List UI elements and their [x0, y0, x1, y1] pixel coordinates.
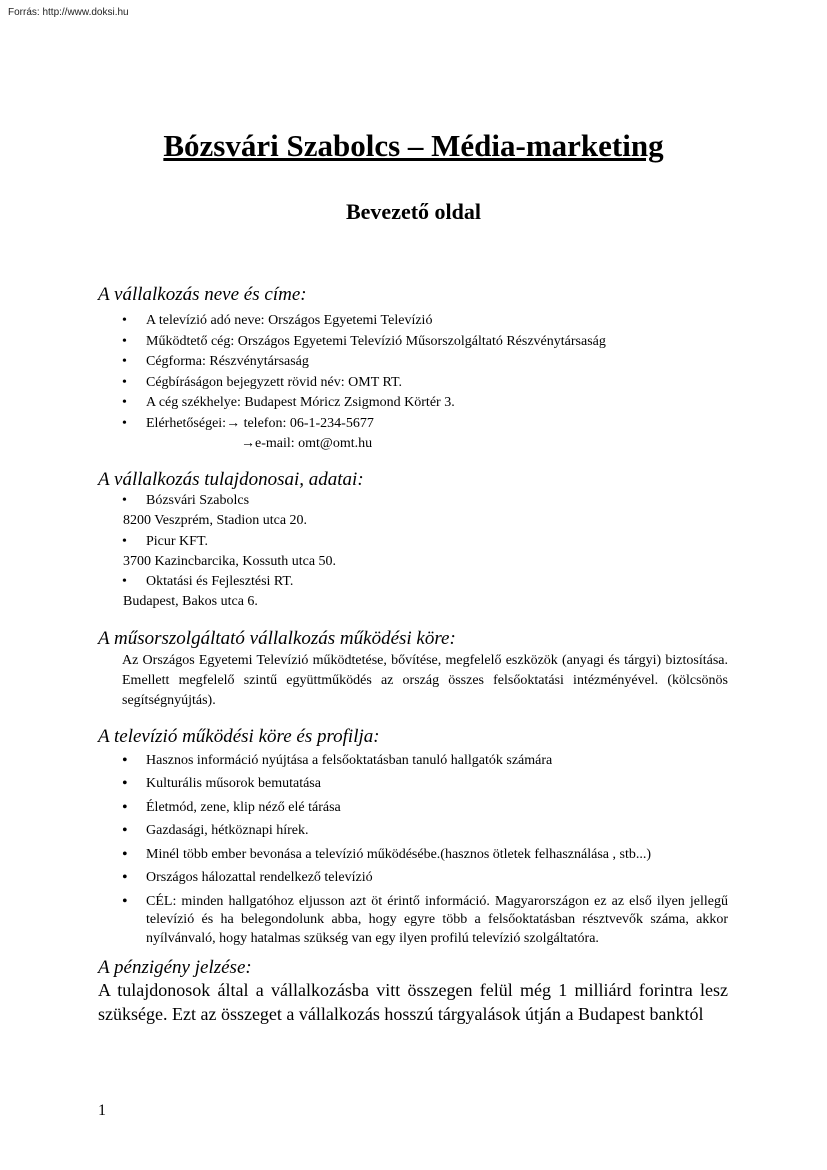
section-heading: A műsorszolgáltató vállalkozás működési köre: [98, 627, 456, 649]
section-profile [98, 725, 728, 949]
list-item: • Hasznos információ nyújtása a felsőoktatásban tanuló hallgatók számára [122, 751, 553, 769]
document-title: Bózsvári Szabolcs – Média-marketing [163, 128, 664, 163]
section-company-name [98, 283, 728, 454]
source-url: Forrás: http://www.doksi.hu [8, 7, 129, 18]
bullet-icon: • [122, 798, 128, 816]
owner-entry [98, 532, 728, 573]
owner-entry [98, 572, 728, 613]
list-item: • Cégbíráságon bejegyzett rövid név: OMT RT. [98, 373, 728, 394]
bullet-icon: • [122, 493, 127, 508]
owner-address: Budapest, Bakos utca 6. [123, 594, 258, 610]
operations-paragraph: Az Országos Egyetemi Televízió működtetése, bővítése, megfelelő eszközök (anyagi és tárgyi) biztosítása. Emellett megfelelő szintű együttműködés az ország összes felsőoktatási intézményével. (kölcsönös segítségnyújtás). [122, 652, 728, 709]
section-funding [98, 956, 728, 1026]
document-body [98, 283, 728, 1026]
section-heading: A televízió működési köre és profilja: [98, 725, 380, 747]
company-info-list [98, 311, 728, 434]
section-heading: A vállalkozás neve és címe: [98, 284, 307, 305]
owner-entry [98, 491, 728, 532]
profile-list [98, 752, 728, 949]
list-item: • CÉL: minden hallgatóhoz eljusson azt öt érintő információ. Magyarországon ez az első ilyen jellegű televízió és ha belegondolunk abba, hogy egyre több a felsőoktatásban résztvevők száma, akkor nyílvánvaló, hogy hatalmas szükség van egy ilyen profilú televízió szolgáltatóra. [122, 892, 728, 946]
page-number: 1 [98, 1102, 106, 1119]
bullet-icon: • [122, 354, 127, 369]
bullet-icon: • [122, 574, 127, 590]
bullet-icon: • [122, 333, 127, 349]
bullet-icon: • [122, 869, 128, 887]
section-owners [98, 468, 728, 613]
bullet-icon: • [122, 415, 127, 431]
funding-paragraph: A tulajdonosok által a vállalkozásba vitt összegen felül még 1 milliárd forintra lesz szüksége. Ezt az összeget a vállalkozás hosszú tárgyalások útján a Budapest banktól [98, 980, 728, 1024]
owner-name: Oktatási és Fejlesztési RT. [146, 574, 294, 590]
list-item: • A cég székhelye: Budapest Móricz Zsigmond Körtér 3. [98, 393, 728, 414]
bullet-icon: • [122, 395, 127, 410]
owner-address: 8200 Veszprém, Stadion utca 20. [123, 513, 308, 529]
bullet-icon: • [122, 775, 128, 793]
owner-name: Picur KFT. [146, 533, 208, 549]
document-subtitle: Bevezető oldal [345, 199, 482, 224]
bullet-icon: • [122, 374, 127, 390]
section-heading: A pénzigény jelzése: [98, 957, 252, 979]
bullet-icon: • [122, 751, 128, 769]
section-operations [98, 627, 728, 712]
owner-name: Bózsvári Szabolcs [146, 493, 250, 508]
bullet-icon: • [122, 845, 128, 863]
list-item: • Életmód, zene, klip néző elé tárása [122, 798, 341, 816]
list-item: • Minél több ember bevonása a televízió működésébe.(hasznos ötletek felhasználása , stb...) [122, 845, 651, 863]
list-item: • Kulturális műsorok bemutatása [122, 775, 321, 793]
list-item: • Működtető cég: Országos Egyetemi Televízió Műsorszolgáltató Részvénytársaság [98, 332, 728, 353]
owners-list [98, 491, 728, 613]
bullet-icon: • [122, 533, 127, 549]
bullet-icon: • [122, 822, 128, 840]
list-item: • Elérhetőségei:→ telefon: 06-1-234-5677 [98, 414, 728, 435]
list-item: • A televízió adó neve: Országos Egyetemi Televízió [98, 311, 728, 332]
email-line: →e-mail: omt@omt.hu [241, 436, 373, 451]
list-item: • Cégforma: Részvénytársaság [98, 352, 728, 373]
owner-address: 3700 Kazincbarcika, Kossuth utca 50. [123, 553, 337, 569]
list-item: • Országos hálozattal rendelkező televízió [122, 869, 373, 887]
bullet-icon: • [122, 892, 128, 910]
list-item: • Gazdasági, hétköznapi hírek. [122, 822, 309, 840]
bullet-icon: • [122, 313, 127, 328]
section-heading: A vállalkozás tulajdonosai, adatai: [98, 469, 364, 490]
